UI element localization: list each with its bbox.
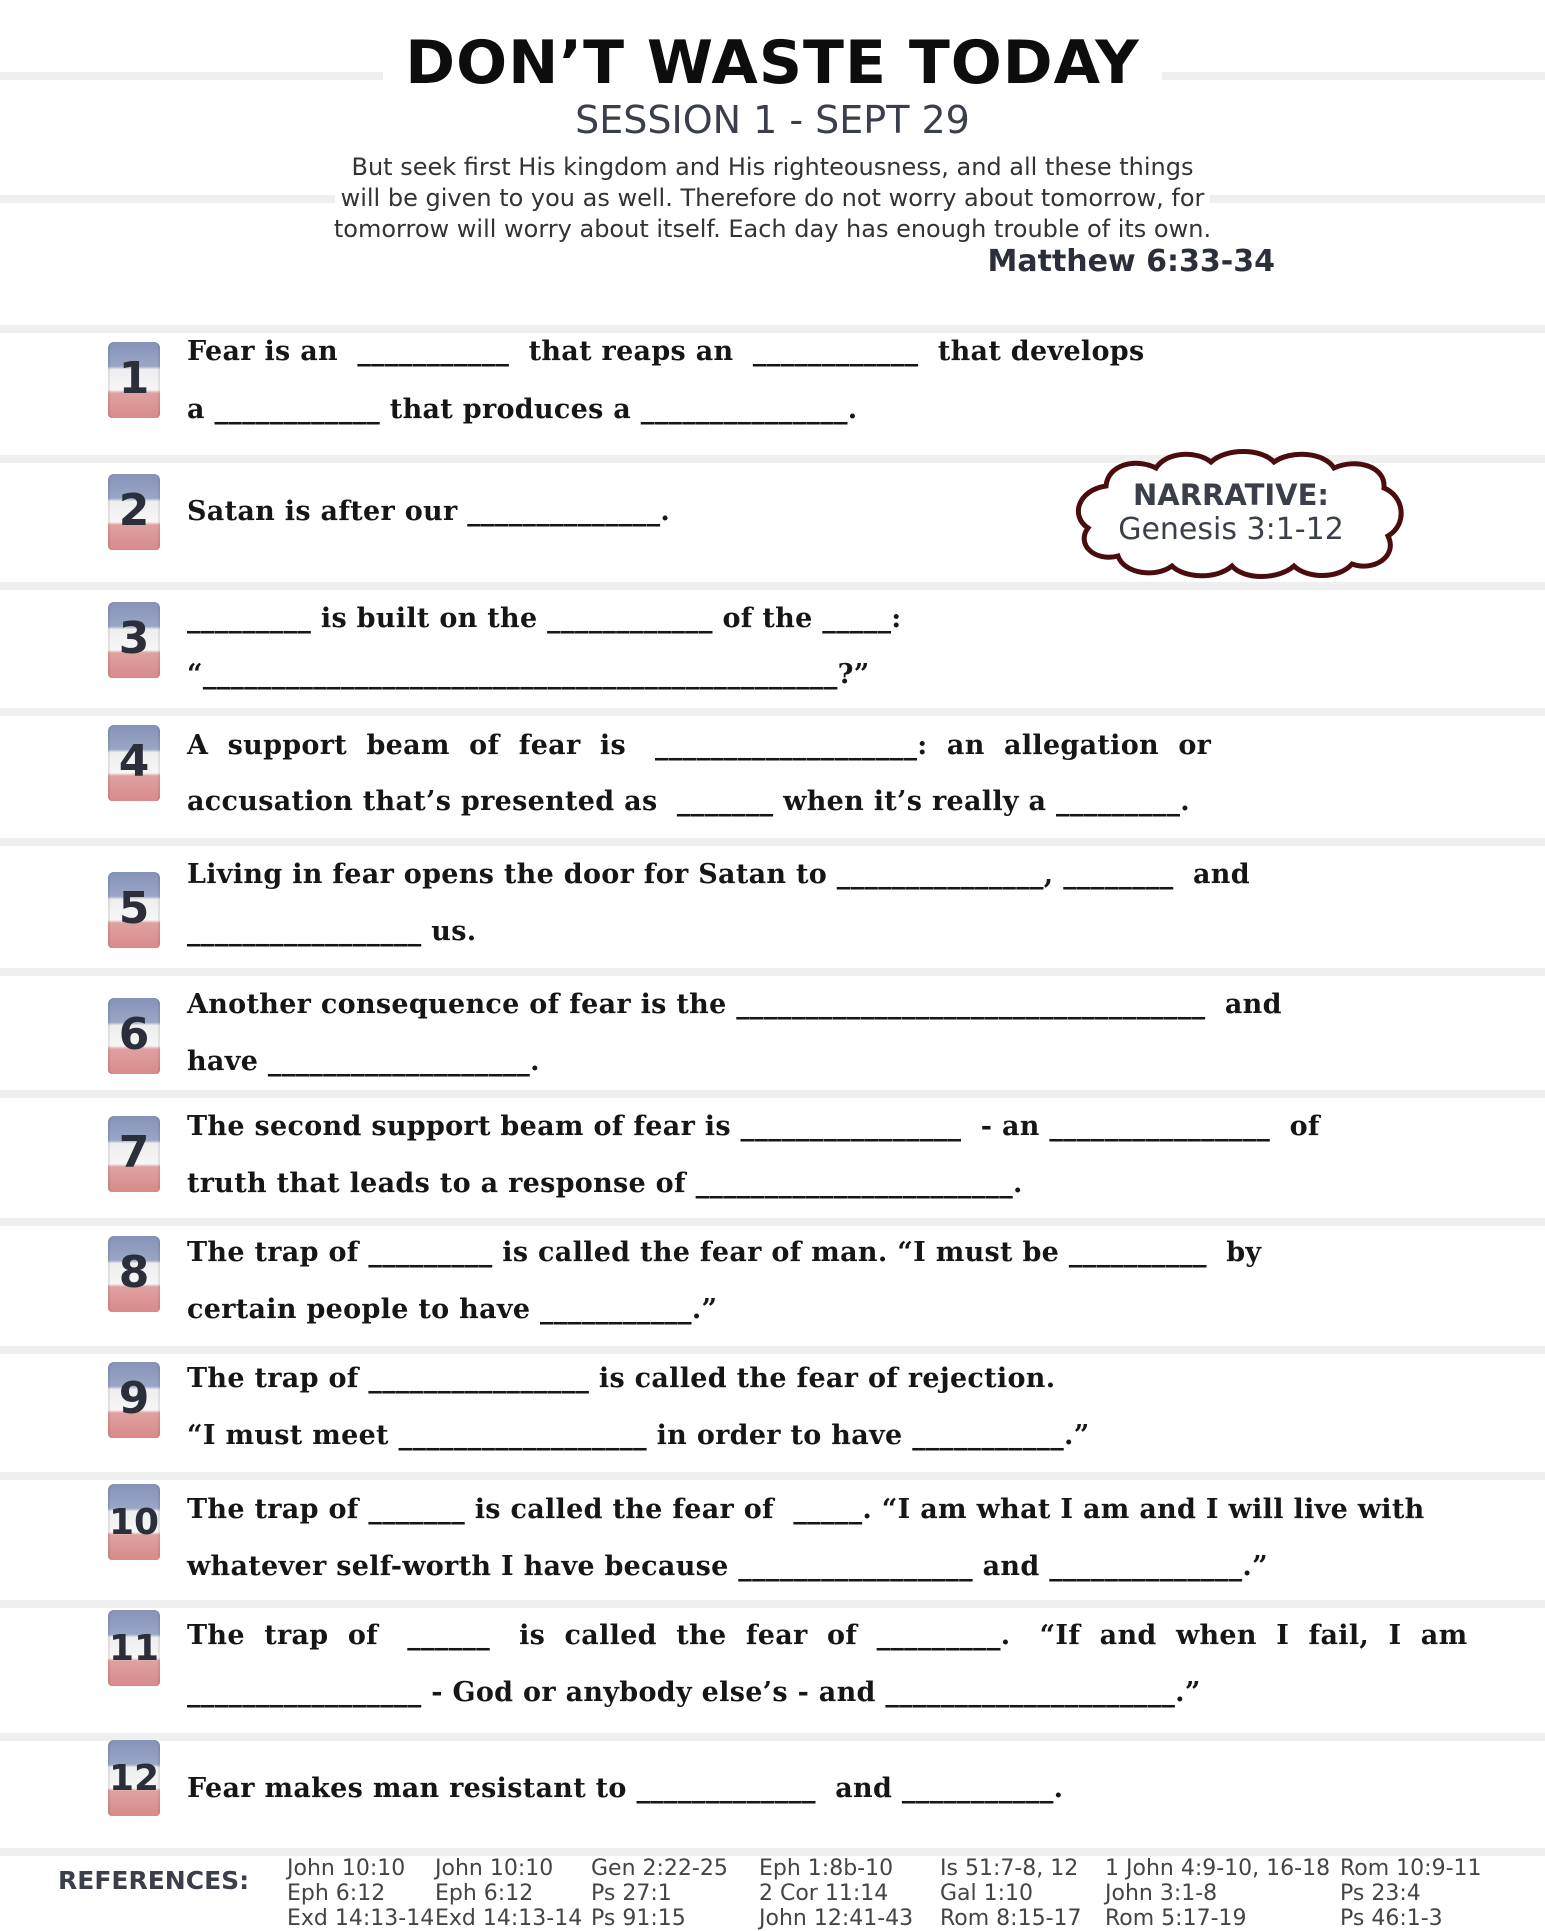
number-badge: 11: [108, 1610, 160, 1686]
number-badge: 10: [108, 1484, 160, 1560]
divider-band: [0, 1733, 1545, 1741]
reference: John 12:41-43: [759, 1906, 914, 1931]
scripture-verse: But seek first His kingdom and His righteousness, and all these things will be given to you as well. Therefore do not worry about tomorrow, for tomorrow will worry about itself. Each day has enough trouble of its own.: [250, 152, 1295, 245]
reference: Ps 46:1-3: [1340, 1906, 1443, 1931]
fill-in-line: _________ is built on the ____________ of the _____:: [187, 603, 902, 634]
fill-in-line: Fear is an ___________ that reaps an ____________ that develops: [187, 336, 1145, 367]
divider-band: [0, 1848, 1545, 1856]
number-badge: 9: [108, 1362, 160, 1438]
fill-in-line: certain people to have ___________.”: [187, 1294, 718, 1325]
fill-in-line: The trap of _________ is called the fear of man. “I must be __________ by: [187, 1237, 1262, 1268]
fill-in-line: a ____________ that produces a _______________.: [187, 394, 858, 425]
fill-in-line: Satan is after our ______________.: [187, 496, 671, 527]
number-badge: 4: [108, 725, 160, 801]
divider-band: [0, 1472, 1545, 1480]
fill-in-line: _________________ - God or anybody else’s - and _____________________.”: [187, 1677, 1201, 1708]
divider-band: [0, 325, 1545, 333]
fill-in-line: accusation that’s presented as _______ when it’s really a _________.: [187, 786, 1190, 817]
number-badge: 6: [108, 998, 160, 1074]
number-badge: 12: [108, 1740, 160, 1816]
fill-in-line: Another consequence of fear is the __________________________________ and: [187, 989, 1282, 1020]
reference: John 10:10: [435, 1856, 554, 1881]
references-column: [435, 1856, 582, 1931]
references-column: [940, 1856, 1082, 1931]
references-column: [1340, 1856, 1482, 1931]
divider-band: [0, 582, 1545, 590]
fill-in-line: The second support beam of fear is ________________ - an ________________ of: [187, 1111, 1320, 1142]
reference: John 3:1-8: [1105, 1881, 1218, 1906]
references-column: [1105, 1856, 1330, 1931]
divider-band: [0, 1346, 1545, 1354]
fill-in-line: _________________ us.: [187, 916, 477, 947]
fill-in-line: The trap of ______ is called the fear of _________. “If and when I fail, I am: [187, 1620, 1468, 1651]
verse-reference: Matthew 6:33-34: [987, 244, 1275, 279]
reference: Is 51:7-8, 12: [940, 1856, 1079, 1881]
fill-in-line: “I must meet __________________ in order to have ___________.”: [187, 1420, 1090, 1451]
references-column: [591, 1856, 728, 1931]
narrative-reference: Genesis 3:1-12: [1118, 512, 1344, 547]
reference: 2 Cor 11:14: [759, 1881, 889, 1906]
reference: Rom 10:9-11: [1340, 1856, 1482, 1881]
number-badge: 7: [108, 1116, 160, 1192]
reference: John 10:10: [287, 1856, 406, 1881]
fill-in-line: Fear makes man resistant to _____________ and ___________.: [187, 1773, 1064, 1804]
divider-band: [0, 1090, 1545, 1098]
fill-in-line: whatever self-worth I have because _________________ and ______________.”: [187, 1551, 1268, 1582]
fill-in-line: A support beam of fear is ___________________: an allegation or: [187, 730, 1212, 761]
reference: Ps 27:1: [591, 1881, 672, 1906]
reference: Rom 5:17-19: [1105, 1906, 1247, 1931]
page-title: DON’T WASTE TODAY: [0, 28, 1545, 98]
number-badge: 5: [108, 872, 160, 948]
divider-band: [0, 708, 1545, 716]
reference: Eph 6:12: [287, 1881, 386, 1906]
reference: 1 John 4:9-10, 16-18: [1105, 1856, 1331, 1881]
number-badge: 3: [108, 602, 160, 678]
fill-in-line: “______________________________________________?”: [187, 659, 870, 690]
fill-in-line: have ___________________.: [187, 1046, 540, 1077]
references-label: REFERENCES:: [58, 1866, 250, 1895]
divider-band: [0, 1218, 1545, 1226]
divider-band: [0, 838, 1545, 846]
fill-in-line: The trap of ________________ is called the fear of rejection.: [187, 1363, 1056, 1394]
reference: Gal 1:10: [940, 1881, 1034, 1906]
narrative-label: NARRATIVE:: [1133, 478, 1329, 512]
divider-band: [0, 968, 1545, 976]
session-subtitle: SESSION 1 - SEPT 29: [575, 98, 970, 142]
reference: Ps 91:15: [591, 1906, 686, 1931]
fill-in-line: Living in fear opens the door for Satan to _______________, ________ and: [187, 859, 1250, 890]
reference: Exd 14:13-14: [435, 1906, 583, 1931]
fill-in-line: truth that leads to a response of _______________________.: [187, 1168, 1023, 1199]
divider-band: [0, 1600, 1545, 1608]
fill-in-line: The trap of _______ is called the fear of _____. “I am what I am and I will live with: [187, 1494, 1425, 1525]
reference: Ps 23:4: [1340, 1881, 1421, 1906]
number-badge: 1: [108, 342, 160, 418]
number-badge: 2: [108, 474, 160, 550]
reference: Eph 1:8b-10: [759, 1856, 894, 1881]
reference: Eph 6:12: [435, 1881, 534, 1906]
references-column: [287, 1856, 434, 1931]
reference: Rom 8:15-17: [940, 1906, 1082, 1931]
reference: Gen 2:22-25: [591, 1856, 728, 1881]
number-badge: 8: [108, 1236, 160, 1312]
reference: Exd 14:13-14: [287, 1906, 435, 1931]
references-column: [759, 1856, 913, 1931]
